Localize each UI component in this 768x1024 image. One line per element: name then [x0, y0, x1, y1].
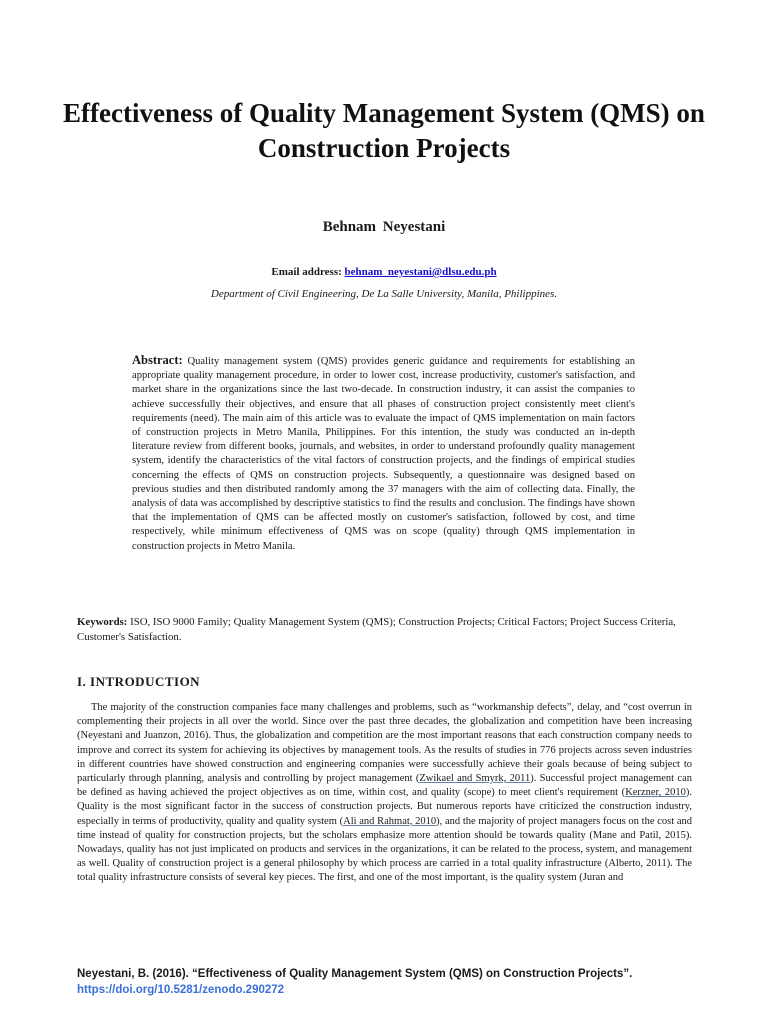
- abstract-text: Quality management system (QMS) provides generic guidance and requirements for establishing an appropriate quality management procedure, in order to lower cost, increase productivity, customer's satisfaction, and market share in the organizations since the last two-decade. In construction industry, it can assist the companies to achieve successfully their objectives, and ensure that all phases of construction project consistently meet client's requirements (need). The main aim of this article was to evaluate the impact of QMS implementation on main factors of construction projects in Metro Manila, Philippines. For this intention, the study was conducted an in-depth literature review from different books, journals, and websites, in order to understand profoundly quality management system, identify the characteristics of the vital factors of construction projects, and the findings of empirical studies concerning the effects of QMS on construction projects. Subsequently, a questionnaire was designed based on previous studies and then distributed randomly among the 37 managers with the aim of collecting data. Finally, the analysis of data was accomplished by descriptive statistics to find the results and conclusion. The findings have shown that the implementation of QMS can be affected mostly on customer's satisfaction, followed by cost, and time respectively, while minimum effectiveness of QMS was on scope (quality) through QMS implementation in construction projects in Metro Manila.: [132, 356, 635, 552]
- intro-text-3: ). Quality is the most significant factor in the success of construction projects. But numerous reports have criticized the construction industry, especially in terms of productivity, quality and quality system (: [77, 787, 692, 827]
- citation-link-kerzner[interactable]: Kerzner, 2010: [625, 787, 686, 799]
- citation-link-zwikael[interactable]: Zwikael and Smyrk, 2011: [419, 773, 531, 785]
- footer-citation-text: Neyestani, B. (2016). “Effectiveness of Quality Management System (QMS) on Construction Projects”.: [77, 968, 633, 980]
- citation-link-ali-rahmat[interactable]: Ali and Rahmat, 2010: [343, 815, 437, 827]
- email-link[interactable]: behnam_neyestani@dlsu.edu.ph: [344, 266, 497, 278]
- intro-text-4: ), and the majority of project managers focus on the cost and time instead of quality for construction projects, but the scholars emphasize more attention should be towards quality (Mane and Patil, 2015). Nowadays, quality has not just implicated on products and services in the organizations, it can be related to the process, system, and management as well. Quality of construction project is a general philosophy by which process are carried in a total quality infrastructure (Alberto, 2011). The total quality infrastructure consists of several key pieces. The first, and one of the most important, is the quality system (Juran and: [77, 815, 692, 884]
- email-label: Email address:: [271, 266, 342, 278]
- keywords: [77, 615, 692, 644]
- section-heading-introduction: I. INTRODUCTION: [77, 674, 201, 689]
- doi-link[interactable]: https://doi.org/10.5281/zenodo.290272: [77, 984, 285, 996]
- intro-text-2: ). Successful project management can be defined as having achieved the project objectives as on time, within cost, and quality (scope) to meet client's requirement (: [77, 773, 692, 799]
- keywords-text: ISO, ISO 9000 Family; Quality Management System (QMS); Construction Projects; Critical Factors; Project Success Criteria, Customer's Satisfaction.: [77, 616, 676, 643]
- footer-citation: [77, 966, 677, 998]
- email-line: [0, 266, 768, 278]
- intro-text-1: The majority of the construction companies face many challenges and problems, such as “workmanship defects”, delay, and “cost overrun in complementing their projects in all over the world. Since over the past three decades, the globalization and competition have been increasing (Neyestani and Juanzon, 2016). Thus, the globalization and competition are the most important reasons that each construction company needs to improve and correct its system for achieving its objectives by management tools. As the results of studies in 776 projects across seven industries in different countries have showed construction and engineering companies were successfully achieve their goals because of being subject to particularly through planning, analysis and controlling by project management (: [77, 702, 692, 785]
- paper-title: Effectiveness of Quality Management System (QMS) on Construction Projects: [63, 98, 705, 163]
- abstract-label: Abstract:: [132, 353, 183, 367]
- author-name: Behnam Neyestani: [322, 219, 446, 235]
- introduction-paragraph: [77, 701, 692, 886]
- keywords-label: Keywords:: [77, 616, 128, 628]
- affiliation: Department of Civil Engineering, De La Salle University, Manila, Philippines.: [210, 288, 558, 300]
- abstract: [132, 353, 635, 554]
